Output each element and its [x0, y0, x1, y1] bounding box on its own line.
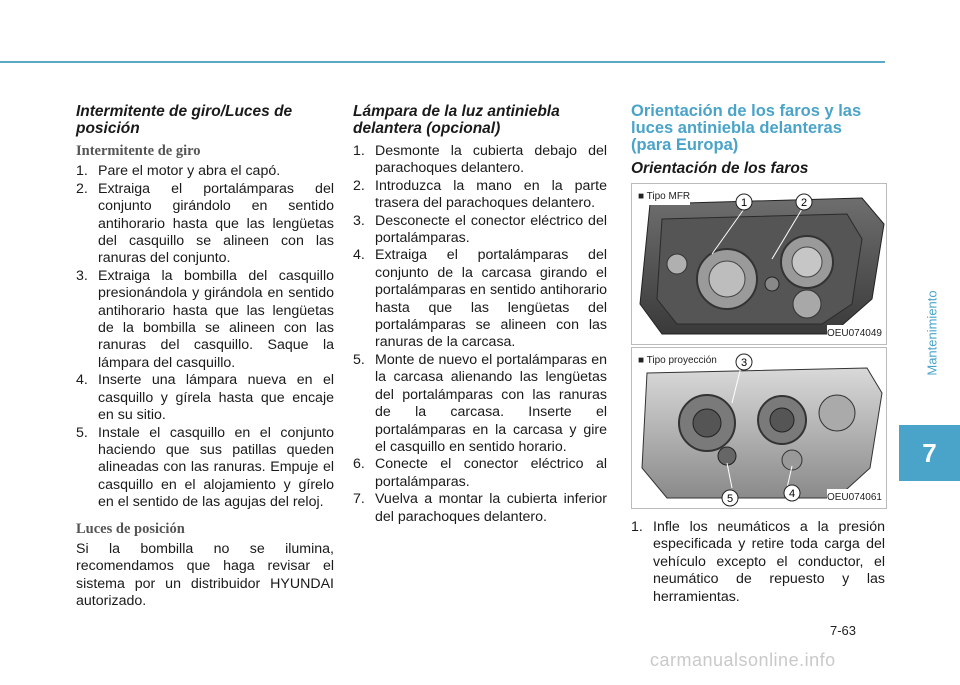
step: 7. Vuelva a montar la cubierta inferior del parachoques delantero.	[353, 491, 607, 525]
sidebar-section-title: Mantenimiento	[924, 289, 940, 376]
step: 5. Instale el casquillo en el conjunto haciendo que sus patillas queden alineadas con las ranuras. Empuje el casquillo en el alojamiento y gírelo en el sentido de las agujas del reloj.	[76, 424, 334, 511]
column-2	[353, 103, 607, 526]
figure-code-projection: OEU074061	[827, 489, 882, 506]
step: 3. Extraiga la bombilla del casquillo presionándola y girándola en sentido antihorario hasta que las lengüetas de la bombilla se alineen con las ranuras del casquillo. Saque la lámpara del casquillo.	[76, 267, 334, 371]
steps-turn-signal	[76, 163, 334, 511]
step: 1. Infle los neumáticos a la presión especificada y retire toda carga del vehículo excepto el conductor, el neumático de repuesto y las herramientas.	[631, 519, 885, 605]
column-1	[76, 103, 334, 611]
section-heading-turn-signal: Intermitente de giro/Luces de posición	[76, 103, 293, 137]
step: 4. Extraiga el portalámparas del conjunto de la carcasa girando el portalámparas en sentido antihorario hasta que las lengüetas del portalámparas se alineen con las ranuras de la carcasa.	[353, 247, 607, 351]
marker-1-label: 1	[740, 197, 748, 209]
step: 6. Conecte el conector eléctrico al portalámparas.	[353, 456, 607, 490]
figure-projection-headlamp	[631, 347, 887, 509]
marker-3-label: 3	[740, 357, 748, 369]
marker-4-label: 4	[788, 488, 796, 500]
paragraph-position-lights: Si la bombilla no se ilumina, recomendamos que haga revisar el sistema por un distribuidor HYUNDAI autorizado.	[76, 540, 334, 610]
section-heading-aiming: Orientación de los faros y las luces antiniebla delanteras (para Europa)	[631, 102, 862, 154]
chapter-tab: 7	[899, 425, 960, 481]
column-3	[631, 103, 885, 606]
step: 2. Introduzca la mano en la parte trasera del parachoques delantero.	[353, 177, 607, 212]
step: 3. Desconecte el conector eléctrico del portalámparas.	[353, 212, 607, 247]
watermark: carmanualsonline.info	[650, 650, 836, 670]
steps-fog-lamp	[353, 143, 607, 526]
step: 2. Extraiga el portalámparas del conjunto girándolo en sentido antihorario hasta que las lengüetas del casquillo se alineen con las ranuras del conjunto.	[76, 180, 334, 267]
step: 4. Inserte una lámpara nueva en el casquillo y gírela hasta que encaje en su sitio.	[76, 372, 334, 424]
subheading-position-lights: Luces de posición	[76, 520, 185, 537]
figure-mfr-headlamp	[631, 183, 887, 345]
top-rule	[0, 61, 885, 63]
marker-5-label: 5	[726, 493, 734, 505]
figure-code-mfr: OEU074049	[827, 325, 882, 342]
markers-mfr	[632, 184, 886, 344]
figure-label-projection: ■ Tipo proyección	[638, 352, 717, 369]
step: 5. Monte de nuevo el portalámparas en la carcasa alienando las lengüetas del portalámparas con las ranuras de la carcasa. Inserte el portalámparas en la carcasa y gire el casquillo en sentido horario.	[353, 351, 607, 455]
subheading-turn-signal: Intermitente de giro	[76, 143, 201, 159]
section-heading-fog-lamp: Lámpara de la luz antiniebla delantera (opcional)	[353, 103, 560, 137]
marker-2-label: 2	[800, 197, 808, 209]
steps-aiming	[631, 519, 885, 606]
page-number: 7-63	[830, 623, 857, 638]
markers-projection	[632, 348, 886, 508]
step: 1. Desmonte la cubierta debajo del parachoques delantero.	[353, 143, 607, 177]
step: 1. Pare el motor y abra el capó.	[76, 163, 281, 180]
figure-label-mfr: ■ Tipo MFR	[638, 188, 690, 205]
subheading-headlamp-aiming: Orientación de los faros	[631, 160, 809, 177]
